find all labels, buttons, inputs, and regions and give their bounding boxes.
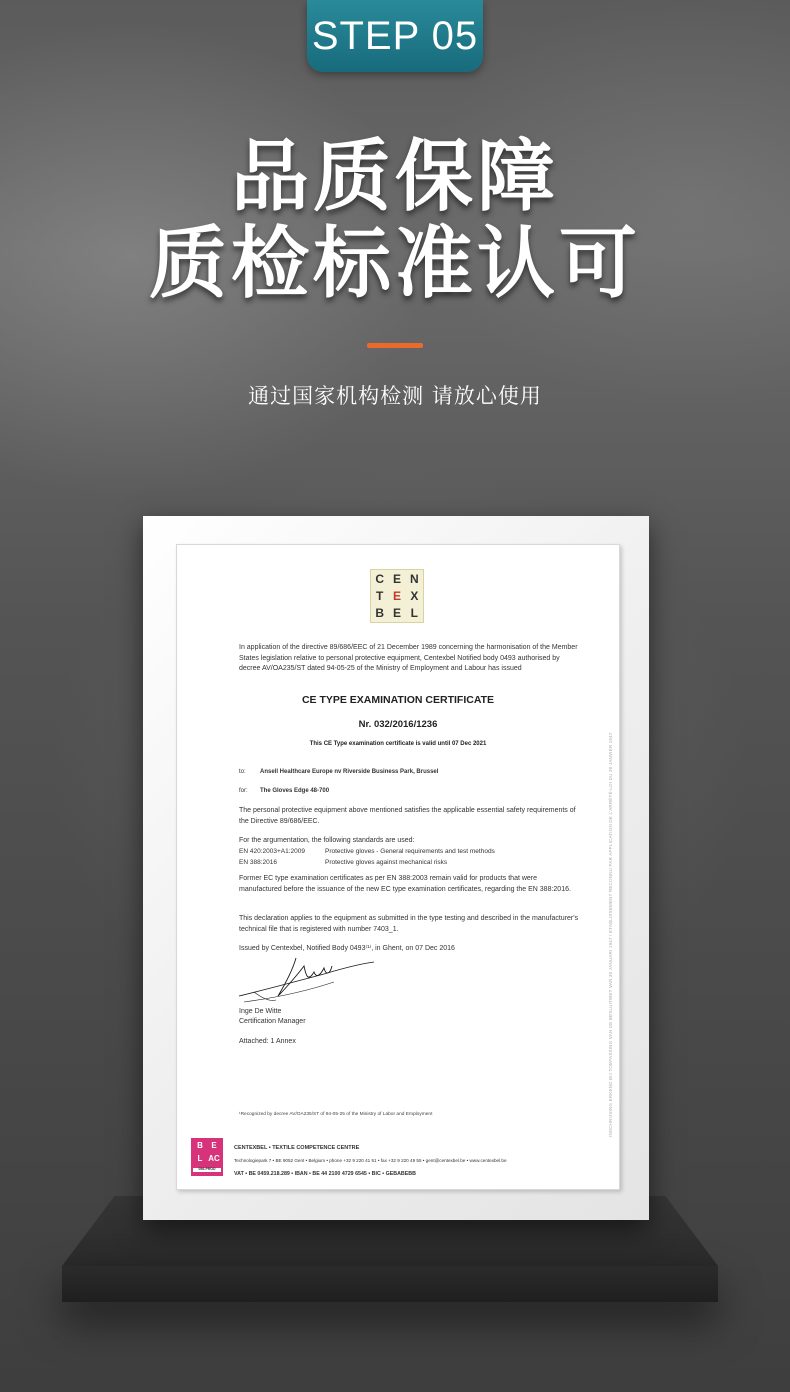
belac-letter: AC <box>208 1154 220 1164</box>
certificate-title: CE TYPE EXAMINATION CERTIFICATE <box>301 694 495 706</box>
belac-letter: E <box>211 1141 217 1151</box>
accent-divider <box>367 343 423 348</box>
former-text: Former EC type examination certificates as per EN 388:2003 remain valid for products that were manufactured before the issuance of the new EC type examination certificates, regarding the EN 388:2016. <box>239 875 571 893</box>
logo-letter: N <box>409 571 419 586</box>
logo-letter: T <box>375 588 384 603</box>
logo-letter: L <box>410 606 418 621</box>
statement-text: The personal protective equipment above mentioned satisfies the applicable essential safety requirements of the Directive 89/686/EEC. <box>239 807 576 825</box>
argument-intro: For the argumentation, the following standards are used: <box>239 837 415 844</box>
footer-bank: VAT • BE 0459.218.289 • IBAN • BE 44 2100 4729 6545 • BIC • GEBABEBB <box>234 1171 416 1177</box>
headline-line-2: 质检标准认可 <box>148 219 641 309</box>
logo-letter: E <box>392 606 401 621</box>
side-legal-text: INSCHRIJVING ERKEND BIJ TOEPASSING VAN DE BESLUITWET VAN 30 JANUARI 1947 / ETABLISSEMENT RECONNU PAR APPLICATION DE L'ARRÊTÉ-LOI DU 30 JANVIER 1947 <box>608 732 613 1137</box>
footer-org: CENTEXBEL • TEXTILE COMPETENCE CENTRE <box>234 1145 360 1151</box>
standard-desc: Protective gloves - General requirements and test methods <box>325 848 495 855</box>
standard-row <box>239 859 447 866</box>
signer-role: Certification Manager <box>239 1018 306 1025</box>
standard-code: EN 420:2003+A1:2009 <box>239 848 305 855</box>
logo-letter: B <box>375 606 384 621</box>
certificate-frame <box>143 516 649 1220</box>
to-label: to: <box>239 769 246 775</box>
subtitle: 通过国家机构检测 请放心使用 <box>248 384 542 408</box>
belac-logo <box>191 1138 223 1176</box>
certificate-number: Nr. 032/2016/1236 <box>358 719 438 730</box>
to-value: Ansell Healthcare Europe nv Riverside Business Park, Brussel <box>260 769 439 775</box>
step-label: STEP 05 <box>311 13 479 58</box>
issued-text: Issued by Centexbel, Notified Body 0493⁽¹⁾, in Ghent, on 07 Dec 2016 <box>239 945 455 952</box>
standard-desc: Protective gloves against mechanical risks <box>325 859 448 866</box>
centexbel-logo <box>370 569 424 623</box>
step-badge <box>307 0 483 72</box>
signer-name: Inge De Witte <box>239 1008 282 1015</box>
for-value: The Gloves Edge 48-700 <box>260 788 330 794</box>
footnote: ¹Recognized by decree AV/OA235/ST of 94-05-25 of the Ministry of Labor and Employment <box>239 1112 433 1117</box>
belac-letter: B <box>197 1141 203 1151</box>
product-row <box>239 788 329 794</box>
logo-letter: C <box>375 571 384 586</box>
logo-letter: E <box>392 571 401 586</box>
declaration-text: This declaration applies to the equipment as submitted in the type testing and described in the manufacturer's technical file that is registered with number 7403_1. <box>239 915 579 933</box>
footer-address: Technologiepark 7 • BE 9052 Gent • Belgium • phone +32 9 220 41 51 • fax +32 9 220 49 55 • gent@centexbel.be • www.centexbel.be <box>234 1158 507 1163</box>
logo-letter: E <box>392 588 401 603</box>
for-label: for: <box>239 788 248 794</box>
standard-row <box>239 848 495 855</box>
signature-image <box>234 952 384 1012</box>
attached-text: Attached: 1 Annex <box>239 1038 296 1045</box>
headline-line-1: 品质保障 <box>230 132 559 222</box>
pedestal-front <box>62 1266 718 1302</box>
standard-code: EN 388:2016 <box>239 859 277 866</box>
certificate-intro: In application of the directive 89/686/EEC of 21 December 1989 concerning the harmonisation of the Member States legislation relative to personal protective equipment, Centexbel Notified body 0493 authorised by decree AV/OA235/ST dated 94-05-25 of the Ministry of Employment and Labour has issued <box>239 644 578 672</box>
belac-letter: L <box>197 1154 203 1164</box>
certificate-validity: This CE Type examination certificate is valid until 07 Dec 2021 <box>309 741 487 747</box>
certificate-paper <box>176 544 620 1190</box>
belac-code: 056-PROD <box>193 1168 221 1172</box>
logo-letter: X <box>410 588 419 603</box>
recipient-row <box>239 769 438 775</box>
